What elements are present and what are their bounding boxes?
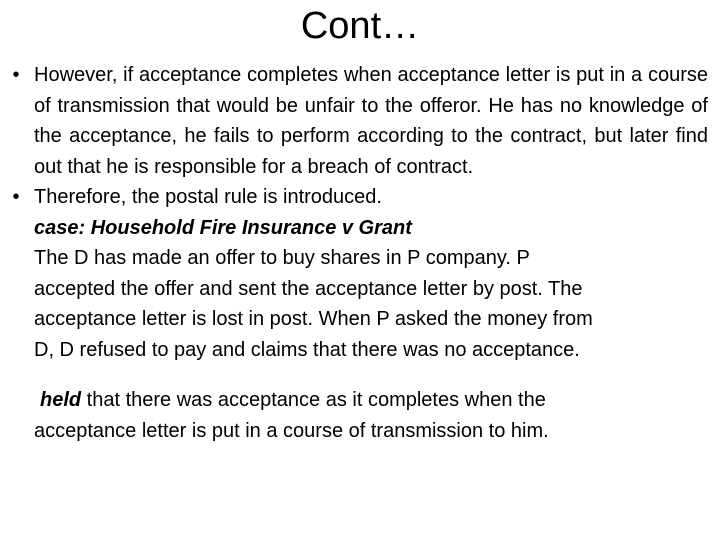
held-text-line2: acceptance letter is put in a course of transmission to him. [34, 419, 549, 442]
bullet-dot-icon: • [12, 64, 20, 86]
bullet-item [6, 60, 708, 182]
bullet-text: However, if acceptance completes when acceptance letter is put in a course of transmission that would be unfair to the offeror. He has no knowledge of the acceptance, he fails to perform according to the contract, but later find out that he is responsible for a breach of contract. [34, 64, 708, 178]
case-facts-line: acceptance letter is lost in post. When P asked the money from [34, 308, 593, 330]
held-label: held [40, 389, 82, 411]
bullet-item [6, 182, 708, 213]
case-facts-line: D, D refused to pay and claims that there was no acceptance. [34, 338, 580, 361]
slide-title: Cont… [300, 5, 420, 47]
case-heading: case: Household Fire Insurance v Grant [34, 216, 412, 239]
case-facts-line: accepted the offer and sent the acceptance letter by post. The [34, 277, 583, 300]
bullet-dot-icon: • [12, 186, 20, 208]
slide-body [6, 60, 708, 466]
held-text-line1: that there was acceptance as it completes when the [81, 389, 546, 411]
case-facts-line: The D has made an offer to buy shares in P company. P [34, 247, 530, 269]
held-paragraph [6, 385, 708, 446]
bullet-text: Therefore, the postal rule is introduced. [34, 186, 382, 208]
